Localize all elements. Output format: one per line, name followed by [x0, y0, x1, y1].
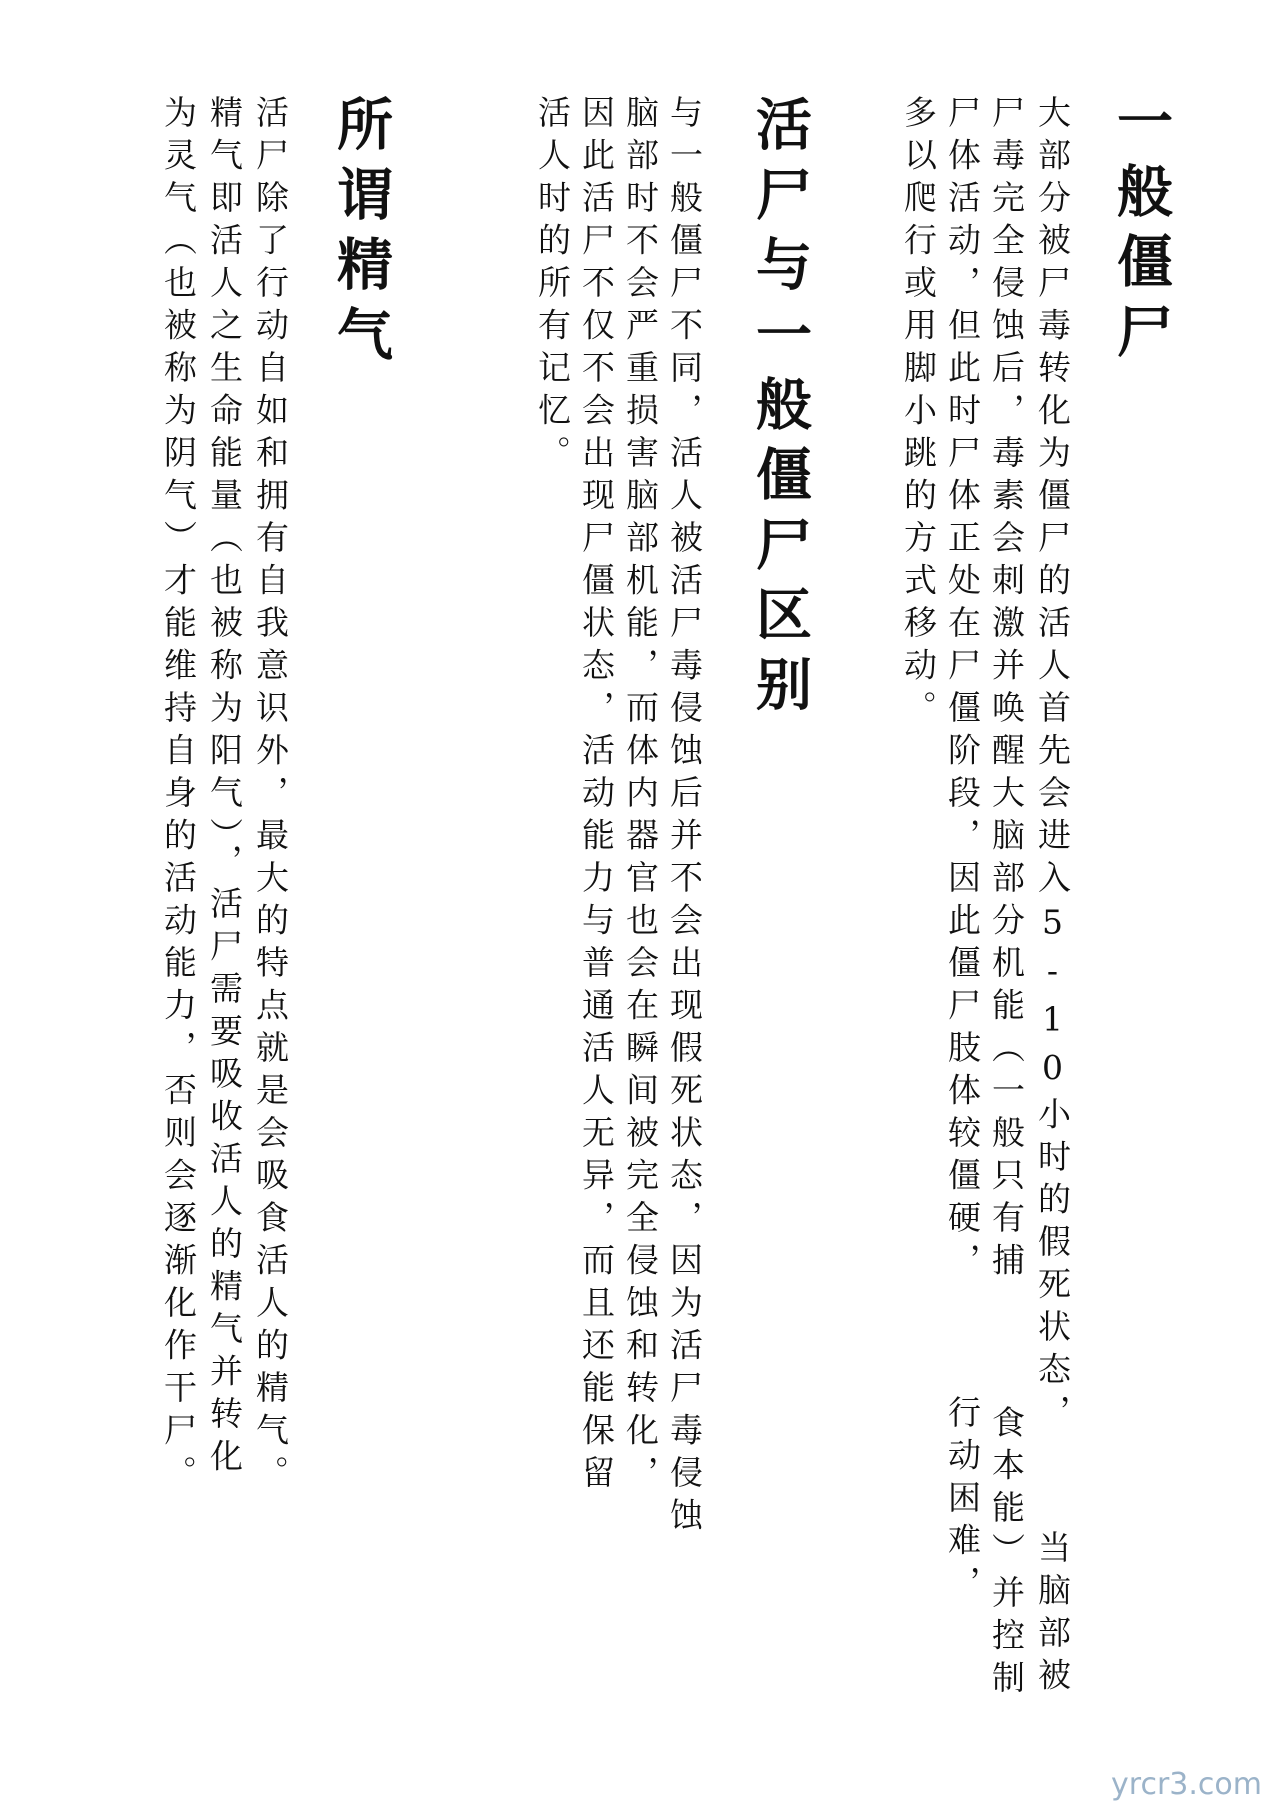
heading-living-corpse-difference: 活尸与一般僵尸区别 — [747, 95, 813, 725]
essence-line-3: 为灵气（也被称为阴气）才能维持自身的活动能力，否则会逐渐化作干尸。 — [159, 95, 198, 1498]
watermark: yrcr3.com — [1111, 1767, 1262, 1802]
heading-essence: 所谓精气 — [328, 95, 394, 375]
ordinary-zombie-tail-1: 当脑部被 — [1033, 1530, 1072, 1700]
difference-line-3: 因此活尸不仅不会出现尸僵状态，活动能力与普通活人无异，而且还能保留 — [577, 95, 616, 1498]
ordinary-zombie-tail-2: 食本能）并控制 — [987, 1405, 1026, 1703]
difference-line-1: 与一般僵尸不同，活人被活尸毒侵蚀后并不会出现假死状态，因为活尸毒侵蚀 — [665, 95, 704, 1540]
ordinary-zombie-line-4: 多以爬行或用脚小跳的方式移动。 — [899, 95, 938, 733]
essence-line-2: 精气即活人之生命能量（也被称为阳气），活尸需要吸收活人的精气并转化 — [205, 95, 244, 1481]
ordinary-zombie-line-2: 尸毒完全侵蚀后，毒素会刺激并唤醒大脑部分机能（一般只有捕 — [987, 95, 1026, 1285]
ordinary-zombie-line-3: 尸体活动，但此时尸体正处在尸僵阶段，因此僵尸肢体较僵硬， — [943, 95, 982, 1285]
ordinary-zombie-tail-3: 行动困难， — [943, 1395, 982, 1608]
difference-line-2: 脑部时不会严重损害脑部机能，而体内器官也会在瞬间被完全侵蚀和转化， — [621, 95, 660, 1498]
heading-ordinary-zombie: 一般僵尸 — [1108, 92, 1174, 372]
essence-line-1: 活尸除了行动自如和拥有自我意识外，最大的特点就是会吸食活人的精气。 — [251, 95, 290, 1498]
ordinary-zombie-line-1: 大部分被尸毒转化为僵尸的活人首先会进入5-10小时的假死状态， — [1033, 95, 1072, 1437]
difference-line-4: 活人时的所有记忆。 — [533, 95, 572, 478]
